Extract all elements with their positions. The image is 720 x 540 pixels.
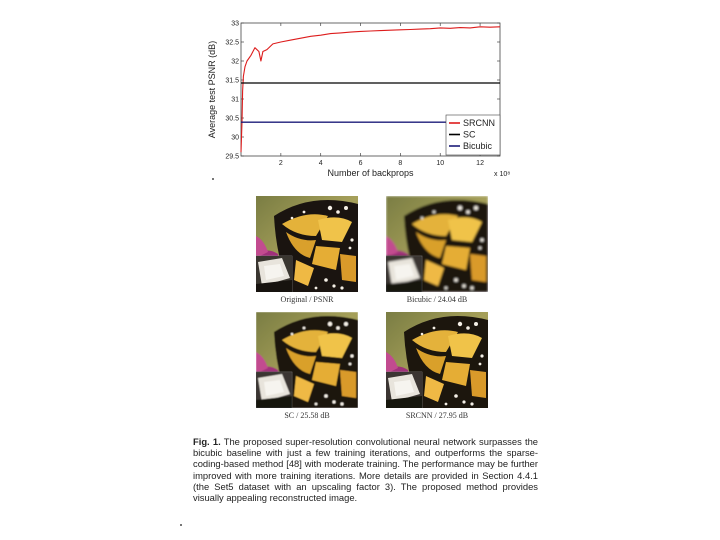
legend-label: Bicubic (463, 141, 493, 151)
butterfly-image-bicubic (386, 196, 488, 292)
x-axis-label: Number of backprops (327, 168, 414, 178)
butterfly-image-srcnn (386, 312, 488, 408)
stray-mark (180, 524, 182, 526)
x-tick-label: 4 (318, 160, 323, 167)
panel-original (256, 196, 358, 304)
y-tick-label: 30 (231, 134, 239, 142)
x-tick-label: 12 (476, 160, 484, 167)
x-tick-label: 8 (398, 160, 403, 167)
x-axis-multiplier: x 10⁸ (494, 171, 510, 178)
butterfly-image-original (256, 196, 358, 292)
x-tick-label: 10 (436, 160, 445, 167)
panel-caption: Bicubic / 24.04 dB (406, 295, 468, 304)
panel-bicubic (386, 196, 488, 304)
y-tick-label: 30.5 (225, 115, 239, 123)
y-tick-label: 32 (231, 58, 239, 66)
y-tick-label: 31 (231, 96, 239, 104)
caption-text: The proposed super-resolution convolutional neural network surpasses the bicubic baseline with just a few training iterations, and outperforms the sparse-coding-based method [48] with moderate training. The performance may be further improved with more training iterations. More details are provided in Section 4.4.1 (the Set5 dataset with an upscaling factor 3). The proposed method provides visually appealing reconstructed image. (193, 436, 539, 504)
figure-caption (193, 436, 538, 503)
chart-plot-layer (207, 21, 510, 179)
y-axis-label: Average test PSNR (dB) (207, 40, 217, 139)
x-tick-label: 2 (278, 160, 283, 167)
y-tick-label: 33 (231, 20, 239, 28)
panel-srcnn (386, 312, 488, 420)
panel-caption: SRCNN / 27.95 dB (405, 411, 469, 420)
psnr-chart (200, 14, 510, 186)
stray-mark (212, 178, 214, 180)
x-tick-label: 6 (358, 160, 363, 167)
panel-caption: SC / 25.58 dB (284, 411, 330, 420)
panel-sc (256, 312, 358, 420)
legend-label: SRCNN (463, 118, 496, 128)
y-tick-label: 32.5 (225, 39, 239, 47)
butterfly-image-sc (256, 312, 358, 408)
y-tick-label: 29.5 (225, 153, 239, 161)
caption-label: Fig. 1. (193, 436, 221, 447)
panel-caption: Original / PSNR (280, 295, 334, 304)
legend-label: SC (463, 129, 476, 140)
y-tick-label: 31.5 (225, 77, 239, 85)
